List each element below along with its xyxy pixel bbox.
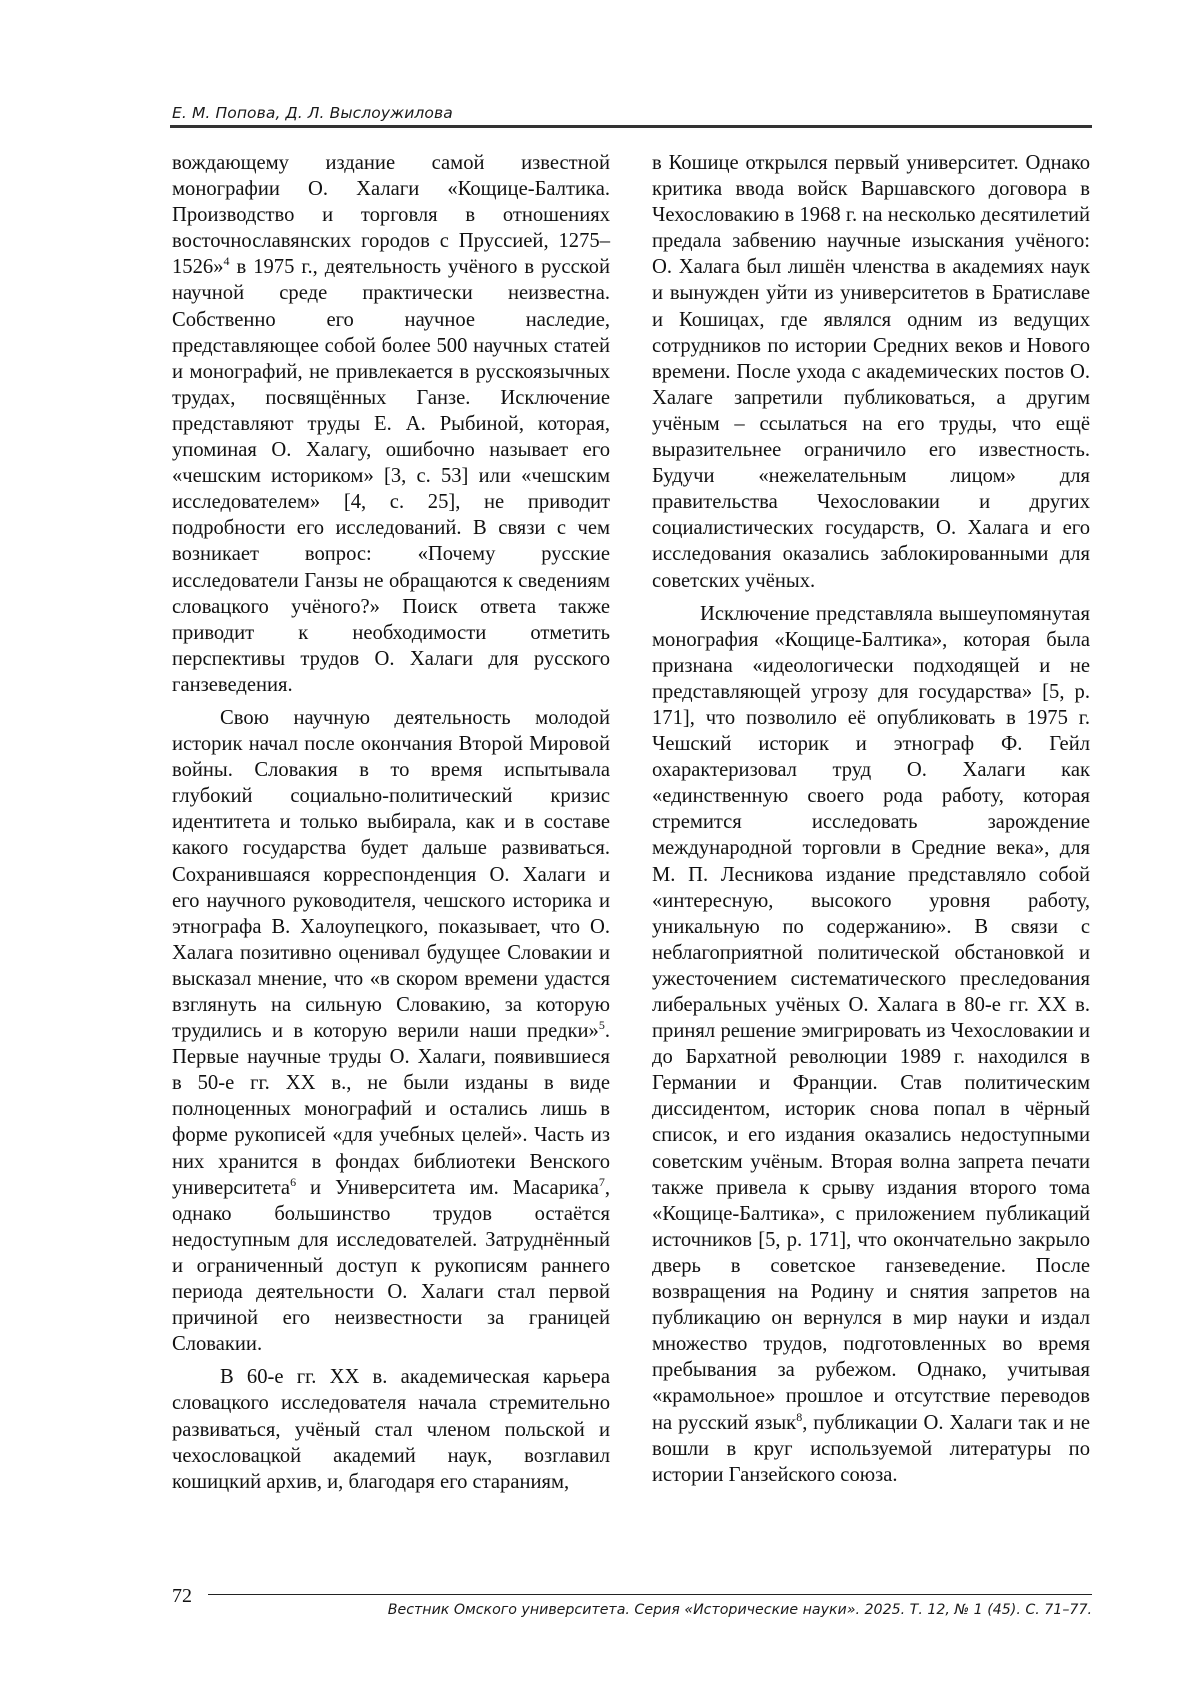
- text-run: вождающему издание самой известной монографии О. Халаги «Кощице-Балтика. Производство и торговля в отношениях восточнославянских городов с Пруссией, 1275–1526»: [172, 152, 610, 279]
- footnote-ref-7[interactable]: 7: [598, 1174, 605, 1189]
- text-run: в 1975 г., деятельность учёного в русской научной среде практически неизвестна. Собственно его научное наследие, представляющее собой более 500 научных статей и монографий, не привлекается в русскоязычных трудах, посвящённых Ганзе. Исключение представляют труды Е. А. Рыбиной, которая, упоминая О. Халагу, ошибочно называет его «чешским историком» [3, с. 53] или «чешским исследователем» [4, с. 25], не приводит подробности его исследований. В связи с чем возникает вопрос: «Почему русские исследователи Ганзы не обращаются к сведениям словацкого учёного?» Поиск ответа также приводит к необходимости отметить перспективы трудов О. Халаги для русского ганзеведения.: [172, 256, 610, 696]
- paragraph: [172, 150, 610, 698]
- footnote-ref-6[interactable]: 6: [290, 1174, 297, 1189]
- text-run: и Университета им. Масарика: [296, 1176, 599, 1199]
- paragraph: [652, 601, 1090, 1488]
- text-run: Исключение представляла вышеупомянутая монография «Кощице-Балтика», которая была признана «идеологически подходящей и не представляющей угрозу для государства» [5, p. 171], что позволило её опубликовать в 1975 г. Чешский историк и этнограф Ф. Гейл охарактеризовал труд О. Халаги как «единственную своего рода работу, которая стремится исследовать зарождение международной торговли в Средние века», для М. П. Лесникова издание представляло собой «интересную, высокого уровня работу, уникальную по содержанию». В связи с неблагоприятной политической обстановкой и ужесточением систематического преследования либеральных учёных О. Халага в 80-е гг. XX в. принял решение эмигрировать из Чехословакии и до Бархатной революции 1989 г. находился в Германии и Франции. Став политическим диссидентом, историк снова попал в чёрный список, и его издания оказались недоступными советским учёным. Вторая волна запрета печати также привела к срыву издания второго тома «Кощице-Балтика», с приложением публикаций источников [5, p. 171], что окончательно закрыло дверь в советское ганзеведение. После возвращения на Родину и снятия запретов на публикацию он вернулся в мир науки и издал множество трудов, подготовленных во время пребывания за рубежом. Однако, учитывая «крамольное» прошлое и отсутствие переводов на русский язык: [652, 602, 1090, 1434]
- left-column: [172, 150, 610, 1495]
- paragraph: [172, 705, 610, 1357]
- paragraph: В 60-е гг. XX в. академическая карьера словацкого исследователя начала стремительно развиваться, учёный стал членом польской и чехословацкой академий наук, возглавил кошицкий архив, и, благодаря его стараниям,: [172, 1366, 610, 1493]
- paragraph: в Кошице открылся первый университет. Однако критика ввода войск Варшавского договора в Чехословакию в 1968 г. на несколько десятилетий предала забвению научные изыскания учёного: О. Халага был лишён членства в академиях наук и вынужден уйти из университетов в Братиславе и Кошицах, где являлся одним из ведущих сотрудников по истории Средних веков и Нового времени. После ухода с академических постов О. Халаге запретили публиковаться, а другим учёным – ссылаться на его труды, что ещё выразительнее ограничило его известность. Будучи «нежелательным лицом» для правительства Чехословакии и других социалистических государств, О. Халага и его исследования оказались заблокированными для советских учёных.: [652, 152, 1090, 592]
- text-run: , публикации О. Халаги так и не вошли в круг используемой литературы по истории Ганзейского союза.: [652, 1411, 1090, 1486]
- journal-citation: Вестник Омского университета. Серия «Исторические науки». 2025. Т. 12, № 1 (45). С. 71–77.: [387, 1602, 1092, 1618]
- footnote-ref-5[interactable]: 5: [598, 1018, 605, 1033]
- text-run: , однако большинство трудов остаётся недоступным для исследователей. Затруднённый и ограниченный доступ к рукописям раннего периода деятельности О. Халаги стал первой причиной его неизвестности за границей Словакии.: [172, 1176, 610, 1356]
- text-run: . Первые научные труды О. Халаги, появившиеся в 50-е гг. XX в., не были изданы в виде полноценных монографий и остались лишь в форме рукописей «для учебных целей». Часть из них хранится в фондах библиотеки Венского университета: [172, 1020, 610, 1199]
- text-run: Свою научную деятельность молодой историк начал после окончания Второй Мировой войны. Словакия в то время испытывала глубокий социально-политический кризис идентитета и только выбирала, как и в составе какого государства будет дальше развиваться. Сохранившаяся корреспонденция О. Халаги и его научного руководителя, чешского историка и этнографа В. Халоупецкого, показывает, что О. Халага позитивно оценивал будущее Словакии и высказал мнение, что «в скором времени удастся взглянуть на сильную Словакию, за которую трудились и в которую верили наши предки»: [172, 706, 610, 1043]
- footnote-ref-4[interactable]: 4: [223, 254, 230, 269]
- header-rule: [170, 125, 1092, 128]
- running-head-authors: Е. М. Попова, Д. Л. Выслоужилова: [172, 104, 453, 122]
- right-column: [652, 150, 1090, 1488]
- page-number: 72: [172, 1585, 192, 1607]
- footer-rule: [208, 1594, 1092, 1595]
- footnote-ref-8[interactable]: 8: [796, 1409, 803, 1424]
